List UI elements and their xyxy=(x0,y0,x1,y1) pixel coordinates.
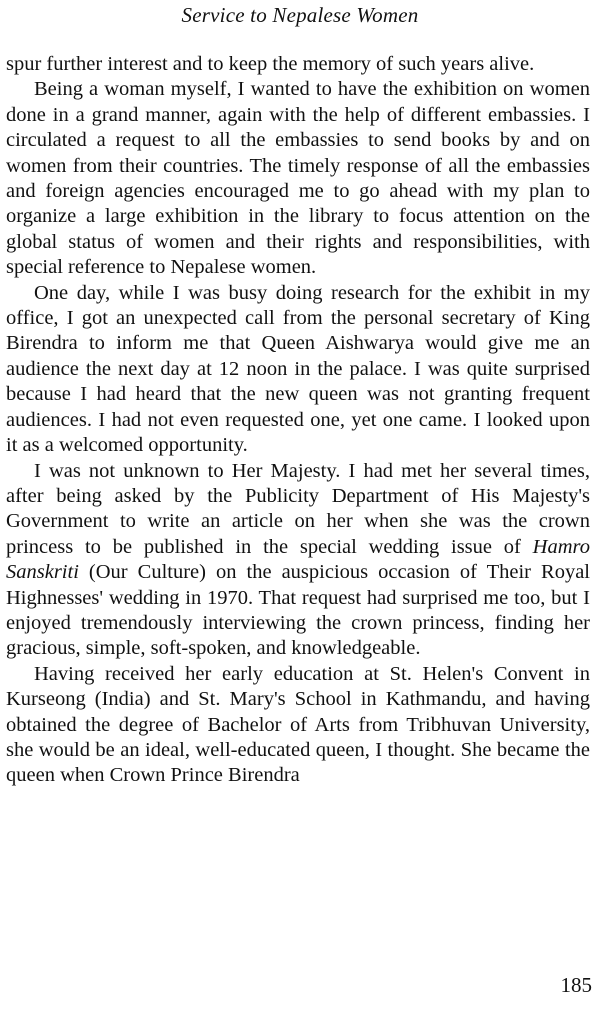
magazine-title: Hamro Sanskriti xyxy=(6,535,590,584)
paragraph-4 xyxy=(6,459,590,662)
paragraph-2: Being a woman myself, I wanted to have the exhibition on women done in a grand manner, again with the help of different embassies. I circulated a request to all the embassies to send books by and on women from their countries. The timely response of all the embassies and foreign agencies encouraged me to go ahead with my plan to organize a large exhibition in the library to focus attention on the global status of women and their rights and responsibilities, with special reference to Nepalese women. xyxy=(6,78,590,279)
paragraph-3: One day, while I was busy doing research for the exhibit in my office, I got an unexpected call from the personal secretary of King Birendra to inform me that Queen Aishwarya would give me an audience the next day at 12 noon in the palace. I was quite surprised because I had heard that the new queen was not granting frequent audiences. I had not even requested one, yet one came. I looked upon it as a welcomed opportunity. xyxy=(6,281,590,457)
paragraph-4-before: I was not unknown to Her Majesty. I had met her several times, after being asked by the Publicity Department of His Majesty's Government to write an article on her when she was the crown princess to be published in the special wedding issue of xyxy=(6,459,590,558)
page-number: 185 xyxy=(560,973,592,997)
paragraph-4-after: (Our Culture) on the auspicious occasion of Their Royal Highnesses' wedding in 1970. That request had surprised me too, but I enjoyed tremendously interviewing the crown princess, finding her gracious, simple, soft-spoken, and knowledgeable. xyxy=(6,561,590,660)
paragraph-1: spur further interest and to keep the memory of such years alive. xyxy=(6,53,535,75)
body-text xyxy=(6,52,590,789)
paragraph-5: Having received her early education at St. Helen's Convent in Kurseong (India) and St. Mary's School in Kathmandu, and having obtained the degree of Bachelor of Arts from Tribhuvan University, she would be an ideal, well-educated queen, I thought. She became the queen when Crown Prince Birendra xyxy=(6,662,590,787)
running-head: Service to Nepalese Women xyxy=(181,3,419,27)
